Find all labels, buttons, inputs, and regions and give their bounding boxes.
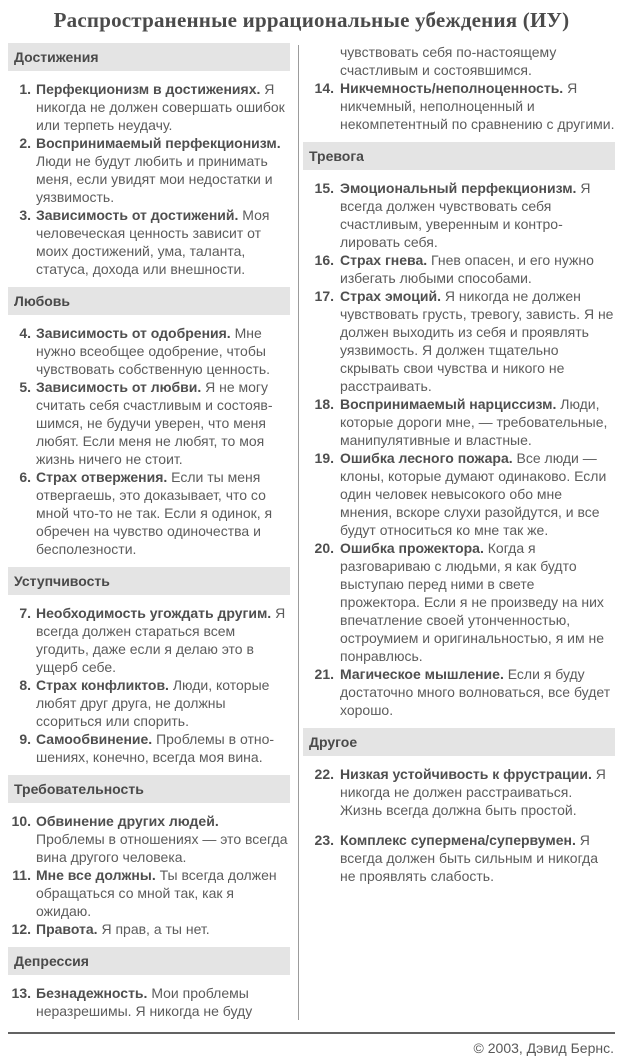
list-item-15 — [303, 179, 615, 251]
list-item-10 — [8, 812, 290, 866]
section-header-achievements: Достижения — [8, 43, 290, 71]
list-item-16 — [303, 251, 615, 287]
item-title: Никчемность/неполноценность. — [340, 80, 564, 96]
item-text: Страх конфликтов. Люди, которые любят друг друга, не должны ссориться или спорить. — [36, 677, 270, 729]
item-text: Правота. Я прав, а ты нет. — [36, 921, 210, 937]
footer-divider — [8, 1032, 615, 1034]
list-item-22 — [303, 765, 615, 819]
left-column — [8, 43, 290, 1020]
item-number: 10. — [11, 813, 31, 829]
section-header-other: Другое — [303, 728, 615, 756]
section-header-depression: Депрессия — [8, 947, 290, 975]
list-item-7 — [8, 604, 290, 676]
item-number: 6. — [19, 469, 31, 485]
item-number: 21. — [314, 666, 334, 682]
section-header-demandingness: Требовательность — [8, 775, 290, 803]
item-text: Ошибка прожектора. Когда я разговариваю с людьми, я как будто выступаю перед ними в свете прожектора. Если я не произведу на них впечатление своей утонченностью, остроумием и оригинальностью, я им не понравлюсь. — [340, 540, 605, 664]
item-text: Никчемность/неполноценность. Я никчемный, неполноценный и некомпетентный по сравнению с другими. — [340, 80, 615, 132]
item-title: Страх гнева. — [340, 252, 428, 268]
list-item-2 — [8, 134, 290, 206]
list-item-17 — [303, 287, 615, 395]
list-item-1 — [8, 80, 290, 134]
item-number: 20. — [314, 540, 334, 556]
list-item-9 — [8, 730, 290, 766]
item-number: 18. — [314, 396, 334, 412]
item-text: Низкая устойчивость к фрустрации. Я никогда не должен расстраиваться. Жизнь всегда должна быть простой. — [340, 766, 606, 818]
item-number: 3. — [19, 207, 31, 223]
list-item-5 — [8, 378, 290, 468]
item-title: Обвинение других людей. — [36, 813, 219, 829]
two-column-layout — [8, 43, 615, 1020]
item-number: 12. — [11, 921, 31, 937]
list-item-6 — [8, 468, 290, 558]
item-number: 8. — [19, 677, 31, 693]
item-text: Страх отвержения. Если ты меня отвергаешь, это доказывает, что со мной что-то не так. Если я одинок, я обречен на чувство одиночества и бесполезности. — [36, 469, 273, 557]
copyright-text: © 2003, Дэвид Бернс. — [473, 1040, 614, 1056]
right-column — [303, 43, 615, 1020]
list-item-3 — [8, 206, 290, 278]
item-title: Воспринимаемый нарциссизм. — [340, 396, 557, 412]
item-title: Мне все должны. — [36, 867, 156, 883]
item-title: Самообвинение. — [36, 731, 153, 747]
item-number: 4. — [19, 325, 31, 341]
item-title: Комплекс супермена/супервумен. — [340, 832, 576, 848]
item-title: Низкая устойчивость к фрустрации. — [340, 766, 592, 782]
item-text: чувствовать себя по-настоящему счастливым и состоявшимся. — [340, 44, 557, 78]
list-item-12 — [8, 920, 290, 938]
item-title: Зависимость от достижений. — [36, 207, 239, 223]
item-number: 14. — [314, 80, 334, 96]
item-number: 7. — [19, 605, 31, 621]
item-title: Безнадежность. — [36, 985, 148, 1001]
list-item-11 — [8, 866, 290, 920]
item-text: Перфекционизм в достижениях. Я никогда не должен совершать ошибок или терпеть неудачу. — [36, 81, 285, 133]
item-number: 5. — [19, 379, 31, 395]
list-item-20 — [303, 539, 615, 665]
page-title: Распространенные иррациональные убеждения (ИУ) — [53, 8, 570, 32]
item-title: Ошибка лесного пожара. — [340, 450, 513, 466]
item-title: Перфекционизм в достижениях. — [36, 81, 261, 97]
list-item-continuation — [303, 43, 615, 79]
section-header-submissiveness: Уступчивость — [8, 567, 290, 595]
section-header-love: Любовь — [8, 287, 290, 315]
item-text: Ошибка лесного пожара. Все люди — клоны, которые думают одинаково. Если один человек невысокого обо мне мнения, вскоре слухи разойдутся, и все будут относиться ко мне так же. — [340, 450, 607, 538]
list-item-8 — [8, 676, 290, 730]
section-header-anxiety: Тревога — [303, 142, 615, 170]
item-number: 22. — [314, 766, 334, 782]
list-item-18 — [303, 395, 615, 449]
item-text: Комплекс супермена/супервумен. Я всегда должен быть сильным и никогда не проявлять слабость. — [340, 832, 599, 884]
item-title: Страх конфликтов. — [36, 677, 169, 693]
item-text: Воспринимаемый перфекционизм. Люди не будут любить и принимать меня, если увидят мои недостатки и уязвимость. — [36, 135, 281, 205]
item-text: Магическое мышление. Если я буду достаточно много волноваться, все будет хорошо. — [340, 666, 611, 718]
item-text: Самообвинение. Проблемы в отношениях, конечно, всегда моя вина. — [36, 731, 275, 765]
list-item-13 — [8, 984, 290, 1020]
item-number: 19. — [314, 450, 334, 466]
item-text: Эмоциональный перфекционизм. Я всегда должен чувствовать себя счастливым, уверенным и контролировать себя. — [340, 180, 591, 250]
item-title: Необходимость угождать другим. — [36, 605, 272, 621]
list-item-14 — [303, 79, 615, 133]
item-title: Эмоциональный перфекционизм. — [340, 180, 577, 196]
item-title: Страх эмоций. — [340, 288, 441, 304]
item-number — [303, 43, 340, 79]
item-text: Необходимость угождать другим. Я всегда должен стараться всем угодить, даже если я делаю это в ущерб себе. — [36, 605, 286, 675]
item-title: Воспринимаемый перфекционизм. — [36, 135, 281, 151]
item-number: 2. — [19, 135, 31, 151]
column-divider — [298, 45, 299, 1020]
item-number: 1. — [19, 81, 31, 97]
item-number: 13. — [11, 985, 31, 1001]
item-text: Воспринимаемый нарциссизм. Люди, которые дороги мне, — требовательные, манипулятивные и властные. — [340, 396, 608, 448]
item-text: Зависимость от любви. Я не могу считать себя счастливым и состоявшимся, не будучи уверен, что меня любят. Если меня не любят, то моя жизнь ничего не стоит. — [36, 379, 273, 467]
item-text: Обвинение других людей. Проблемы в отношениях — это всегда вина другого человека. — [36, 813, 288, 865]
item-title: Правота. — [36, 921, 98, 937]
item-title: Ошибка прожектора. — [340, 540, 484, 556]
item-number: 15. — [314, 180, 334, 196]
item-text: Мне все должны. Ты всегда должен обращаться со мной так, как я ожидаю. — [36, 867, 277, 919]
item-title: Зависимость от любви. — [36, 379, 202, 395]
item-text: Безнадежность. Мои проблемы неразрешимы. Я никогда не буду — [36, 985, 253, 1019]
list-item-19 — [303, 449, 615, 539]
item-number: 16. — [314, 252, 334, 268]
list-item-23 — [303, 831, 615, 885]
item-number: 17. — [314, 288, 334, 304]
list-item-21 — [303, 665, 615, 719]
item-text: Зависимость от одобрения. Мне нужно всеобщее одобрение, чтобы чувствовать собственную ценность. — [36, 325, 271, 377]
item-text: Зависимость от достижений. Моя человеческая ценность зависит от моих достижений, ума, таланта, статуса, дохода или внешности. — [36, 207, 270, 277]
item-number: 9. — [19, 731, 31, 747]
item-number: 11. — [12, 867, 31, 883]
item-number: 23. — [314, 832, 334, 848]
item-text: Страх эмоций. Я никогда не должен чувствовать грусть, тревогу, зависть. Я не должен выходить из себя и проявлять уязвимость. Я должен тщательно скрывать свои чувства и никого не расстраивать. — [340, 288, 614, 394]
item-title: Зависимость от одобрения. — [36, 325, 231, 341]
item-title: Магическое мышление. — [340, 666, 504, 682]
item-title: Страх отвержения. — [36, 469, 168, 485]
item-text: Страх гнева. Гнев опасен, и его нужно избегать любыми способами. — [340, 252, 594, 286]
list-item-4 — [8, 324, 290, 378]
